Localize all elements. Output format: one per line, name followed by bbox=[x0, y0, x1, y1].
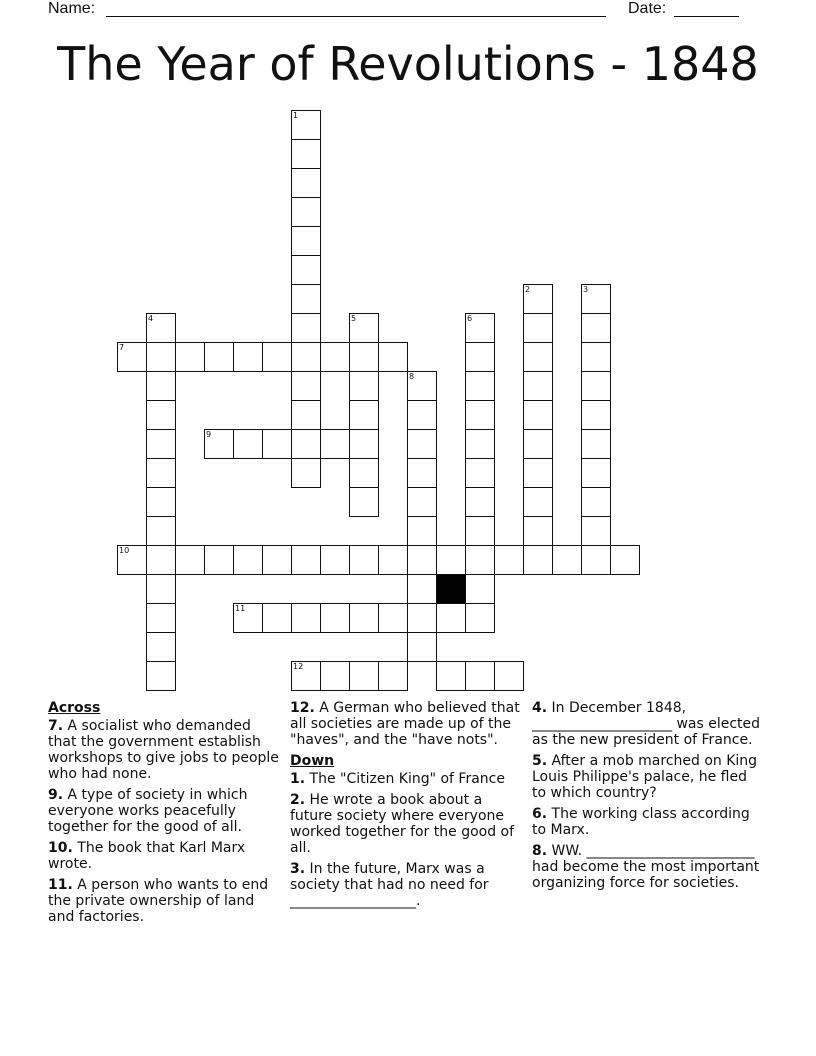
crossword-cell[interactable] bbox=[146, 545, 176, 575]
clue-text: The book that Karl Marx wrote. bbox=[48, 840, 246, 872]
clue-item bbox=[532, 843, 764, 891]
clue-item bbox=[290, 861, 522, 909]
clue-item bbox=[48, 877, 280, 925]
crossword-cell[interactable] bbox=[146, 574, 176, 604]
crossword-cell[interactable] bbox=[204, 342, 234, 372]
crossword-cell[interactable] bbox=[146, 661, 176, 691]
crossword-cell[interactable] bbox=[291, 226, 321, 256]
crossword-cell[interactable] bbox=[581, 284, 611, 314]
crossword-cell[interactable] bbox=[407, 429, 437, 459]
clue-number: 11. bbox=[48, 877, 73, 893]
clue-text: A type of society in which everyone works peacefully together for the good of all. bbox=[48, 787, 248, 835]
crossword-cell[interactable] bbox=[523, 313, 553, 343]
crossword-cell[interactable] bbox=[552, 545, 582, 575]
crossword-cell[interactable] bbox=[349, 371, 379, 401]
down-heading: Down bbox=[290, 753, 335, 769]
crossword-cell[interactable] bbox=[291, 313, 321, 343]
crossword-cell[interactable] bbox=[291, 371, 321, 401]
crossword-cell[interactable] bbox=[494, 545, 524, 575]
crossword-cell[interactable] bbox=[291, 110, 321, 140]
clue-number: 8. bbox=[532, 843, 548, 859]
crossword-cell[interactable] bbox=[204, 545, 234, 575]
name-field[interactable] bbox=[106, 16, 606, 17]
clue-number: 1 bbox=[293, 111, 299, 120]
crossword-cell[interactable] bbox=[465, 429, 495, 459]
crossword-cell[interactable] bbox=[378, 661, 408, 691]
crossword-cell[interactable] bbox=[465, 400, 495, 430]
date-label: Date: bbox=[628, 0, 667, 17]
crossword-cell[interactable] bbox=[407, 545, 437, 575]
crossword-cell[interactable] bbox=[523, 458, 553, 488]
crossword-cell[interactable] bbox=[233, 429, 263, 459]
crossword-cell[interactable] bbox=[407, 632, 437, 662]
crossword-cell[interactable] bbox=[407, 516, 437, 546]
crossword-cell[interactable] bbox=[378, 342, 408, 372]
crossword-cell[interactable] bbox=[523, 342, 553, 372]
crossword-cell[interactable] bbox=[523, 400, 553, 430]
crossword-cell[interactable] bbox=[349, 661, 379, 691]
crossword-cell[interactable] bbox=[523, 371, 553, 401]
clue-number: 10. bbox=[48, 840, 73, 856]
crossword-cell[interactable] bbox=[291, 429, 321, 459]
clue-number: 6. bbox=[532, 806, 548, 822]
clues-column-3 bbox=[532, 700, 764, 896]
crossword-cell[interactable] bbox=[146, 632, 176, 662]
crossword-cell[interactable] bbox=[349, 603, 379, 633]
crossword-cell[interactable] bbox=[581, 313, 611, 343]
clue-number: 3 bbox=[583, 285, 589, 294]
clue-number: 8 bbox=[409, 372, 415, 381]
crossword-cell[interactable] bbox=[523, 545, 553, 575]
crossword-cell[interactable] bbox=[581, 516, 611, 546]
crossword-cell[interactable] bbox=[233, 545, 263, 575]
crossword-cell[interactable] bbox=[233, 342, 263, 372]
crossword-cell[interactable] bbox=[146, 400, 176, 430]
clue-text: The working class according to Marx. bbox=[532, 806, 750, 838]
clue-item bbox=[48, 787, 280, 835]
crossword-cell[interactable] bbox=[407, 458, 437, 488]
clue-item bbox=[532, 700, 764, 748]
crossword-cell[interactable] bbox=[320, 429, 350, 459]
crossword-cell[interactable] bbox=[204, 429, 234, 459]
crossword-cell[interactable] bbox=[320, 603, 350, 633]
crossword-cell[interactable] bbox=[291, 458, 321, 488]
clue-number: 7 bbox=[119, 343, 125, 352]
clue-text: The "Citizen King" of France bbox=[309, 771, 505, 787]
crossword-cell[interactable] bbox=[117, 545, 147, 575]
crossword-cell[interactable] bbox=[175, 342, 205, 372]
crossword-cell[interactable] bbox=[581, 429, 611, 459]
clues-column-1 bbox=[48, 700, 280, 930]
crossword-cell[interactable] bbox=[378, 603, 408, 633]
crossword-cell[interactable] bbox=[523, 487, 553, 517]
crossword-cell[interactable] bbox=[262, 545, 292, 575]
crossword-cell[interactable] bbox=[262, 342, 292, 372]
crossword-cell[interactable] bbox=[146, 487, 176, 517]
crossword-cell[interactable] bbox=[320, 545, 350, 575]
crossword-cell[interactable] bbox=[465, 545, 495, 575]
clue-number: 12. bbox=[290, 700, 315, 716]
crossword-cell[interactable] bbox=[494, 661, 524, 691]
crossword-cell[interactable] bbox=[436, 661, 466, 691]
crossword-cell[interactable] bbox=[291, 197, 321, 227]
crossword-cell[interactable] bbox=[407, 371, 437, 401]
crossword-cell[interactable] bbox=[146, 603, 176, 633]
clue-number: 7. bbox=[48, 718, 64, 734]
crossword-cell[interactable] bbox=[291, 139, 321, 169]
clue-number: 2. bbox=[290, 792, 306, 808]
clue-text: He wrote a book about a future society where everyone worked together for the good of all. bbox=[290, 792, 515, 856]
crossword-cell[interactable] bbox=[291, 255, 321, 285]
clue-text: WW. ________________________ had become the most important organizing force for societies. bbox=[532, 843, 760, 891]
crossword-cell[interactable] bbox=[407, 603, 437, 633]
clue-item bbox=[48, 840, 280, 872]
across-heading: Across bbox=[48, 700, 101, 716]
crossword-cell[interactable] bbox=[291, 284, 321, 314]
crossword-cell[interactable] bbox=[146, 429, 176, 459]
name-label: Name: bbox=[48, 0, 96, 17]
crossword-cell[interactable] bbox=[146, 458, 176, 488]
clue-text: In December 1848, ____________________ was elected as the new president of France. bbox=[532, 700, 761, 748]
clue-text: In the future, Marx was a society that had no need for __________________. bbox=[290, 861, 489, 909]
crossword-cell[interactable] bbox=[465, 371, 495, 401]
crossword-cell[interactable] bbox=[262, 429, 292, 459]
crossword-cell[interactable] bbox=[610, 545, 640, 575]
crossword-cell[interactable] bbox=[349, 429, 379, 459]
clue-number: 4 bbox=[148, 314, 154, 323]
crossword-cell[interactable] bbox=[465, 313, 495, 343]
crossword-cell[interactable] bbox=[436, 603, 466, 633]
crossword-cell[interactable] bbox=[262, 603, 292, 633]
page-title: The Year of Revolutions - 1848 bbox=[57, 37, 759, 91]
crossword-cell[interactable] bbox=[581, 545, 611, 575]
crossword-cell[interactable] bbox=[349, 545, 379, 575]
clue-number: 5 bbox=[351, 314, 357, 323]
crossword-cell[interactable] bbox=[349, 487, 379, 517]
clue-number: 10 bbox=[119, 546, 130, 555]
clue-item bbox=[48, 718, 280, 782]
crossword-cell[interactable] bbox=[233, 603, 263, 633]
clue-text: A person who wants to end the private ownership of land and factories. bbox=[48, 877, 269, 925]
clue-number: 9 bbox=[206, 430, 212, 439]
crossword-cell[interactable] bbox=[349, 342, 379, 372]
clue-item bbox=[290, 792, 522, 856]
crossword-cell[interactable] bbox=[117, 342, 147, 372]
crossword-cell[interactable] bbox=[465, 603, 495, 633]
crossword-cell[interactable] bbox=[291, 545, 321, 575]
crossword-cell[interactable] bbox=[291, 400, 321, 430]
crossword-cell[interactable] bbox=[581, 487, 611, 517]
clue-item bbox=[532, 806, 764, 838]
crossword-cell[interactable] bbox=[465, 574, 495, 604]
clue-number: 4. bbox=[532, 700, 548, 716]
crossword-cell[interactable] bbox=[581, 400, 611, 430]
crossword-cell[interactable] bbox=[349, 400, 379, 430]
clue-item bbox=[532, 753, 764, 801]
crossword-cell[interactable] bbox=[465, 661, 495, 691]
clue-number: 12 bbox=[293, 662, 304, 671]
clue-number: 5. bbox=[532, 753, 548, 769]
crossword-cell[interactable] bbox=[291, 342, 321, 372]
clue-number: 3. bbox=[290, 861, 306, 877]
clue-text: After a mob marched on King Louis Philippe's palace, he fled to which country? bbox=[532, 753, 758, 801]
clue-number: 11 bbox=[235, 604, 246, 613]
crossword-cell[interactable] bbox=[581, 458, 611, 488]
crossword-cell[interactable] bbox=[465, 487, 495, 517]
clue-item bbox=[290, 771, 522, 787]
crossword-cell[interactable] bbox=[407, 574, 437, 604]
crossword-cell[interactable] bbox=[523, 516, 553, 546]
crossword-cell[interactable] bbox=[320, 661, 350, 691]
clue-number: 6 bbox=[467, 314, 473, 323]
crossword-cell[interactable] bbox=[378, 545, 408, 575]
crossword-cell[interactable] bbox=[407, 487, 437, 517]
crossword-cell[interactable] bbox=[146, 342, 176, 372]
crossword-cell[interactable] bbox=[581, 371, 611, 401]
clues-column-2 bbox=[290, 700, 522, 914]
clue-item bbox=[290, 700, 522, 748]
crossword-cell[interactable] bbox=[320, 342, 350, 372]
crossword-cell[interactable] bbox=[465, 516, 495, 546]
black-square bbox=[436, 574, 466, 604]
crossword-cell[interactable] bbox=[291, 168, 321, 198]
crossword-cell[interactable] bbox=[465, 458, 495, 488]
crossword-cell[interactable] bbox=[291, 661, 321, 691]
clue-number: 1. bbox=[290, 771, 306, 787]
crossword-cell[interactable] bbox=[465, 342, 495, 372]
crossword-cell[interactable] bbox=[146, 516, 176, 546]
crossword-cell[interactable] bbox=[523, 284, 553, 314]
header bbox=[48, 0, 748, 20]
clue-number: 2 bbox=[525, 285, 531, 294]
clue-number: 9. bbox=[48, 787, 64, 803]
clue-text: A socialist who demanded that the government establish workshops to give jobs to people who had none. bbox=[48, 718, 279, 782]
crossword-cell[interactable] bbox=[581, 342, 611, 372]
crossword-cell[interactable] bbox=[291, 603, 321, 633]
crossword-cell[interactable] bbox=[349, 458, 379, 488]
clue-text: A German who believed that all societies are made up of the "haves", and the "have nots". bbox=[290, 700, 520, 748]
crossword-cell[interactable] bbox=[146, 313, 176, 343]
crossword-cell[interactable] bbox=[436, 545, 466, 575]
date-field[interactable] bbox=[674, 16, 739, 17]
crossword-cell[interactable] bbox=[146, 371, 176, 401]
crossword-cell[interactable] bbox=[175, 545, 205, 575]
crossword-cell[interactable] bbox=[407, 400, 437, 430]
crossword-cell[interactable] bbox=[349, 313, 379, 343]
crossword-cell[interactable] bbox=[523, 429, 553, 459]
